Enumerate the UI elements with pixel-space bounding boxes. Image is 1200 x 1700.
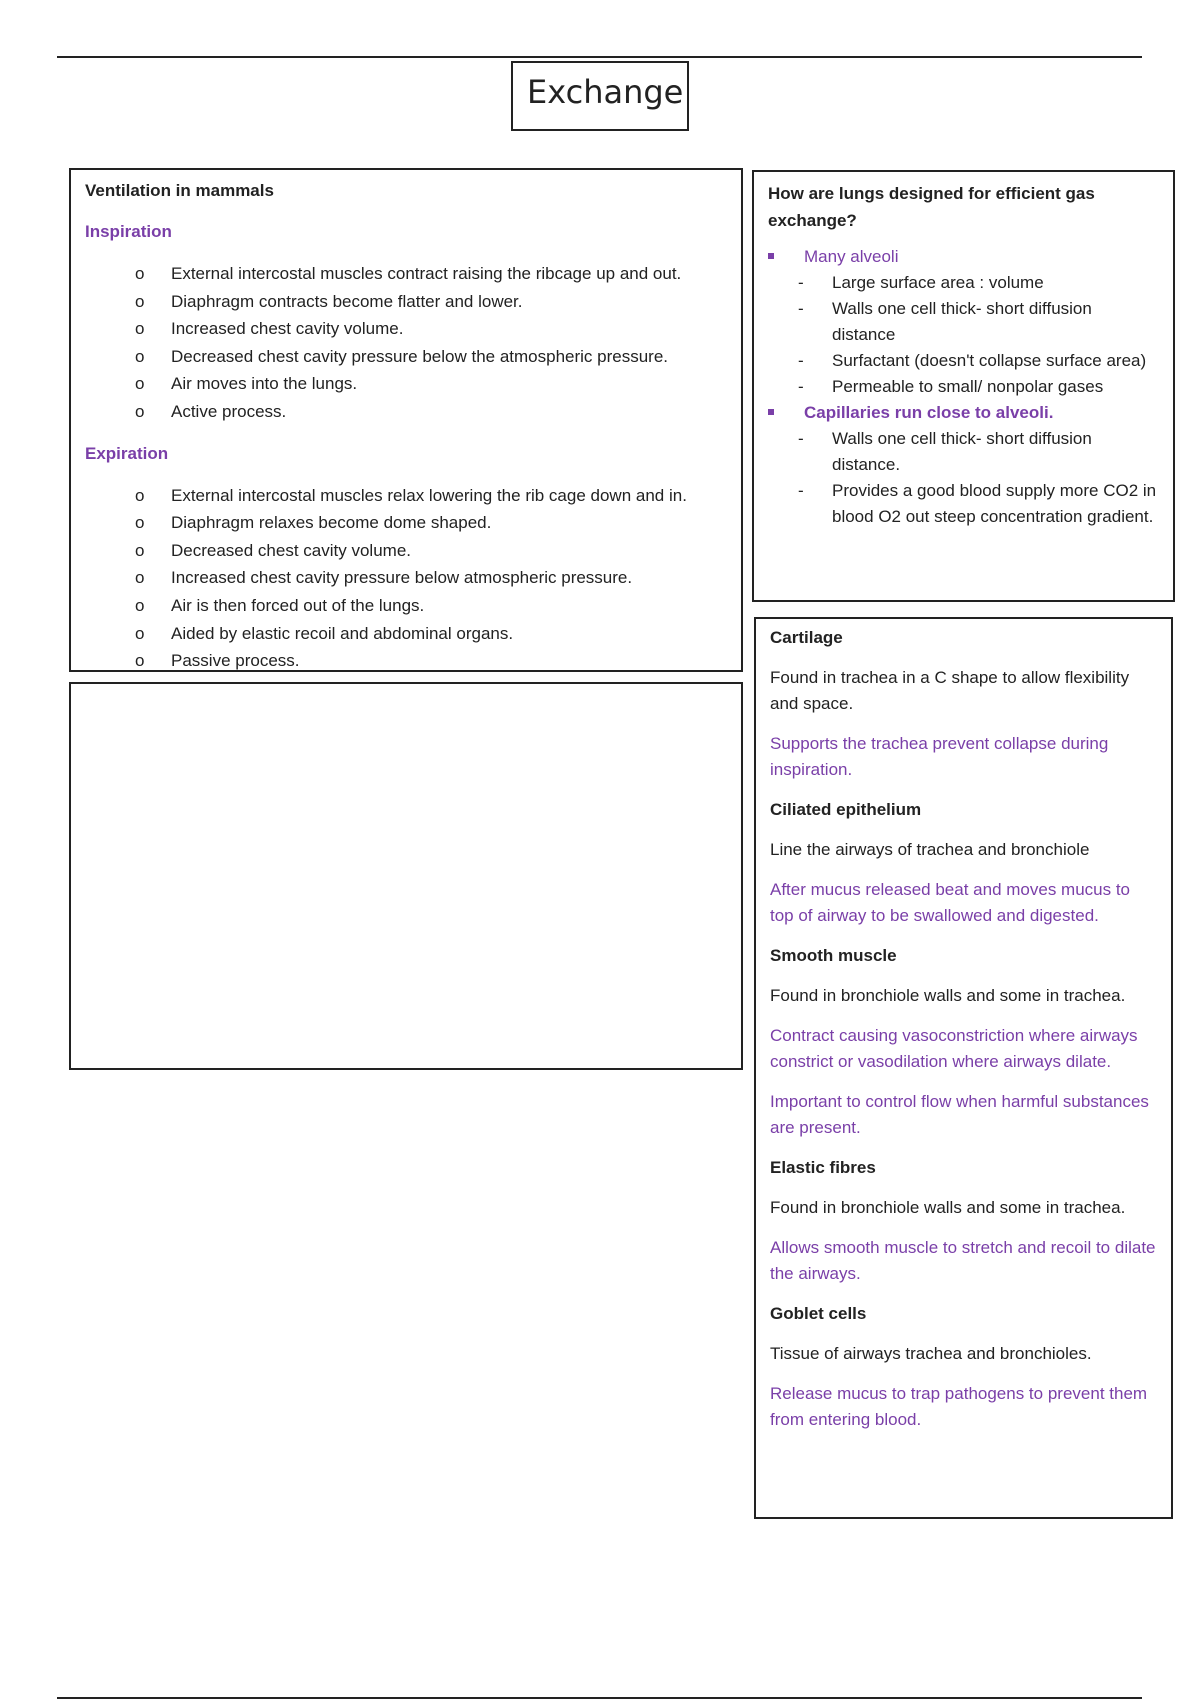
lungs-heading-line2: exchange?	[768, 211, 857, 230]
inspiration-item: o Diaphragm contracts become flatter and lower.	[85, 288, 727, 316]
lungs-point: - Large surface area : volume	[754, 270, 1159, 296]
title-box	[511, 61, 689, 131]
tissue-location: Line the airways of trachea and bronchiole	[770, 840, 1090, 859]
lungs-heading-line1: How are lungs designed for efficient gas	[768, 184, 1095, 203]
tissue-location: Found in trachea in a C shape to allow flexibility and space.	[770, 668, 1130, 713]
expiration-label: Expiration	[85, 443, 169, 463]
lungs-point: - Surfactant (doesn't collapse surface area)	[754, 348, 1159, 374]
inspiration-item: o Active process.	[85, 398, 727, 426]
inspiration-item: o Decreased chest cavity pressure below the atmospheric pressure.	[85, 343, 727, 371]
tissue-function: Important to control flow when harmful substances are present.	[770, 1092, 1149, 1137]
lungs-group	[754, 400, 1159, 530]
tissue-heading: Smooth muscle	[770, 946, 897, 965]
tissue-function: Supports the trachea prevent collapse during inspiration.	[770, 734, 1109, 779]
tissue-function: Allows smooth muscle to stretch and recoil to dilate the airways.	[770, 1238, 1156, 1283]
square-bullet-icon	[768, 253, 774, 259]
lungs-group	[754, 244, 1159, 400]
tissue-location: Found in bronchiole walls and some in trachea.	[770, 1198, 1126, 1217]
inspiration-label: Inspiration	[85, 222, 172, 241]
expiration-item: o External intercostal muscles relax lowering the rib cage down and in.	[85, 482, 727, 510]
tissue-function: Contract causing vasoconstriction where airways constrict or vasodilation where airways dilate.	[770, 1026, 1138, 1071]
inspiration-item: o Air moves into the lungs.	[85, 370, 727, 398]
lungs-group-label: Many alveoli	[804, 247, 899, 266]
tissue-heading: Goblet cells	[770, 1304, 867, 1323]
lungs-point: - Walls one cell thick- short diffusion distance	[754, 296, 1159, 348]
inspiration-item: o Increased chest cavity volume.	[85, 315, 727, 343]
lungs-points-list	[754, 426, 1159, 530]
ventilation-box	[69, 168, 743, 672]
tissue-heading: Elastic fibres	[770, 1158, 876, 1177]
lungs-point: - Provides a good blood supply more CO2 in blood O2 out steep concentration gradient.	[754, 478, 1159, 530]
expiration-item: o Air is then forced out of the lungs.	[85, 592, 727, 620]
tissue-heading: Cartilage	[770, 628, 843, 647]
lungs-points-list	[754, 270, 1159, 400]
tissues-box	[754, 617, 1173, 1519]
expiration-item: o Increased chest cavity pressure below atmospheric pressure.	[85, 564, 727, 592]
expiration-item: o Diaphragm relaxes become dome shaped.	[85, 509, 727, 537]
bottom-rule	[57, 1697, 1142, 1699]
tissue-location: Tissue of airways trachea and bronchioles.	[770, 1344, 1092, 1363]
lungs-point: - Permeable to small/ nonpolar gases	[754, 374, 1159, 400]
expiration-item: o Aided by elastic recoil and abdominal organs.	[85, 620, 727, 648]
top-rule	[57, 56, 1142, 58]
tissue-heading: Ciliated epithelium	[770, 800, 922, 819]
empty-box	[69, 682, 743, 1070]
page-title: Exchange	[527, 73, 684, 111]
expiration-item: o Passive process.	[85, 647, 727, 672]
lungs-groups	[754, 244, 1159, 530]
tissue-function: After mucus released beat and moves mucus to top of airway to be swallowed and digested.	[770, 880, 1131, 925]
tissue-location: Found in bronchiole walls and some in trachea.	[770, 986, 1126, 1005]
expiration-list	[85, 482, 727, 672]
expiration-item: o Decreased chest cavity volume.	[85, 537, 727, 565]
lungs-box	[752, 170, 1175, 602]
lungs-group-label: Capillaries run close to alveoli.	[804, 403, 1054, 422]
inspiration-item: o External intercostal muscles contract raising the ribcage up and out.	[85, 260, 727, 288]
lungs-point: - Walls one cell thick- short diffusion distance.	[754, 426, 1159, 478]
square-bullet-icon	[768, 409, 774, 415]
ventilation-heading: Ventilation in mammals	[85, 181, 274, 200]
tissue-function: Release mucus to trap pathogens to prevent them from entering blood.	[770, 1384, 1148, 1429]
tissue-list	[770, 625, 1157, 1433]
inspiration-list	[85, 260, 727, 426]
